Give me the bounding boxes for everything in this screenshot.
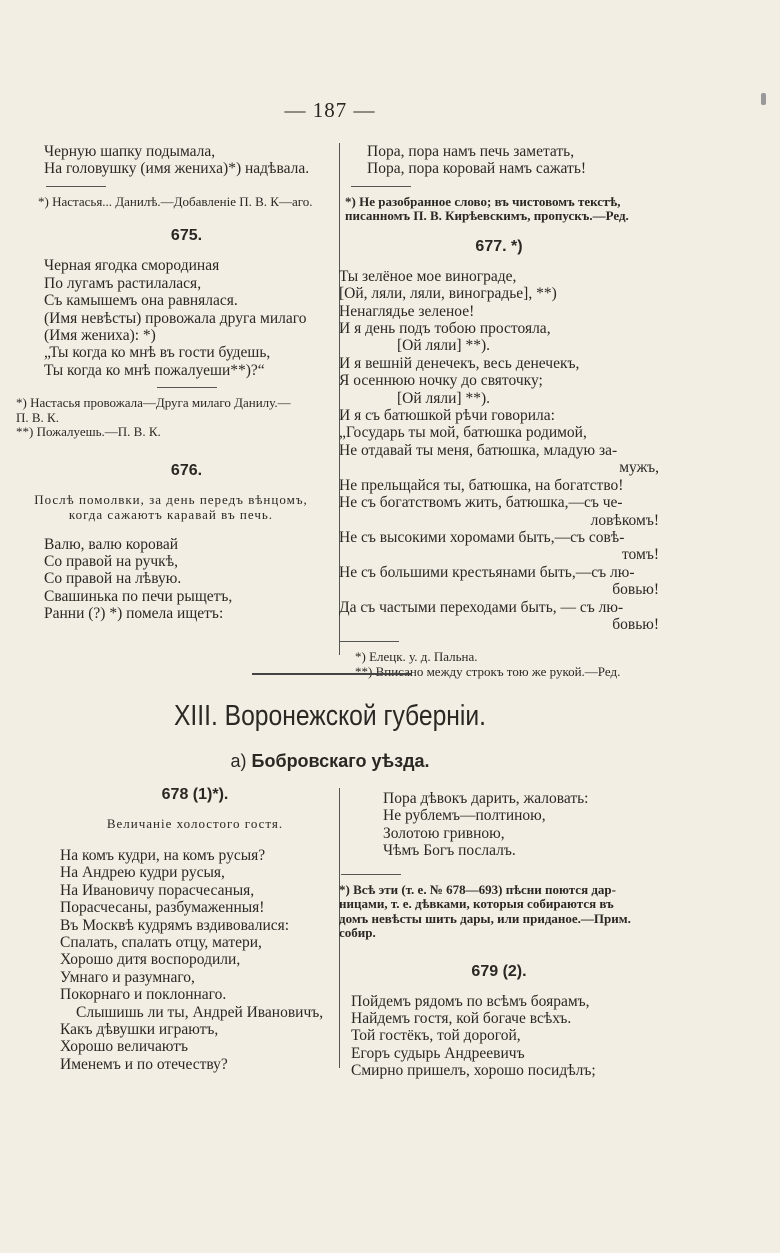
poem-line: Со правой на лѣвую. [44, 570, 182, 588]
song-676-subtitle [16, 492, 326, 522]
song-675-text [44, 257, 329, 379]
poem-line: [Ой ляли] **). [397, 337, 490, 355]
footnote-rule [46, 186, 106, 187]
poem-line: [Ой ляли] **). [397, 389, 490, 407]
poem-line: Смирно пришелъ, хорошо посидѣлъ; [351, 1062, 596, 1080]
song-678-subtitle: Величаніе холостого гостя. [106, 816, 284, 831]
poem-line: Ненаглядье зеленое! [339, 302, 475, 320]
poem-line: На Андрею кудри русыя, [60, 864, 225, 882]
poem-line: Не рублемъ—полтиною, [383, 807, 546, 825]
footnote-line: ницами, т. е. дѣвками, которыя собираются въ [339, 896, 614, 912]
poem-line: Золотою гривною, [383, 824, 505, 842]
top-right-poem [339, 143, 659, 178]
poem-line: Хорошо дитя воспородили, [60, 951, 241, 969]
footnote: *) Настасья... Данилѣ.—Добавленіе П. В. К—аго. [38, 193, 313, 209]
song-number-679: 679 (2). [471, 962, 527, 980]
poem-line: Не съ большими крестьянами быть,—съ лю- [339, 563, 635, 581]
section-subtitle-prefix: а) [230, 751, 247, 771]
footnote-rule [351, 186, 411, 187]
song-678-text [60, 847, 330, 1073]
song-number-675: 675. [170, 227, 203, 245]
footnote-line: писанномъ П. В. Кирѣевскимъ, пропускъ.—Ред. [345, 208, 629, 224]
poem-line: мужъ, [619, 459, 659, 477]
footnote-line: П. В. К. [16, 409, 59, 425]
footnote-line: *) Не разобранное слово; въ чистовомъ текстѣ, [345, 193, 621, 209]
footnote-line: собир. [339, 925, 376, 941]
poem-line: Именемъ и по отечеству? [60, 1055, 228, 1073]
poem-line: Со правой на ручкѣ, [44, 553, 178, 571]
poem-line: На комъ кудри, на комъ русыя? [60, 847, 266, 864]
poem-line: Спалать, спалать отцу, матери, [60, 934, 262, 952]
left-column-top [16, 143, 329, 623]
song-677-text [339, 268, 659, 634]
poem-line: Слышишь ли ты, Андрей Ивановичъ, [76, 1003, 324, 1021]
poem-line: На Ивановичу порасчесаныя, [60, 881, 255, 899]
top-right-footnotes [339, 195, 659, 224]
poem-line: Ты когда ко мнѣ пожалуеши**)?“ [44, 361, 265, 379]
section-subtitle-name: Бобровскаго уѣзда. [251, 751, 430, 771]
section-rule [252, 673, 412, 675]
poem-line: Пойдемъ рядомъ по всѣмъ боярамъ, [351, 992, 590, 1010]
poem-line: Да съ частыми переходами быть, — съ лю- [339, 598, 624, 616]
footnote-rule [157, 387, 217, 388]
song-number-676: 676. [170, 461, 203, 479]
left-column-bottom [60, 776, 330, 1073]
poem-line: Пора, пора намъ печь заметать, [367, 143, 575, 160]
footnote-rule [339, 641, 399, 642]
poem-line: „Ты когда ко мнѣ въ гости будешь, [44, 344, 271, 362]
poem-line: Ранни (?) *) помела ищетъ: [44, 605, 224, 623]
section-subtitle [0, 751, 660, 772]
poem-line: Ты зелёное мое винограде, [339, 267, 517, 285]
poem-line: Валю, валю коровай [44, 535, 179, 553]
poem-line: Свашинька по печи рыщетъ, [44, 587, 233, 605]
poem-line: Черная ягодка смородиная [44, 257, 220, 275]
bottom-right-footnotes [339, 883, 659, 941]
poem-line: Не съ богатствомъ жить, батюшка,—съ че- [339, 494, 623, 512]
poem-line: бовью! [612, 581, 659, 599]
footnote-line: *) Всѣ эти (т. е. № 678—693) пѣсни поются дар- [339, 881, 616, 897]
poem-line: Порасчесаны, разбумаженныя! [60, 899, 265, 917]
footnote-rule [341, 874, 401, 875]
poem-line: ловѣкомъ! [590, 511, 659, 529]
footnote-line: *) Настасья провожала—Друга милаго Данилу.— [16, 395, 291, 411]
poem-line: Найдемъ гостя, кой богаче всѣхъ. [351, 1010, 572, 1028]
poem-line: [Ой, ляли, ляли, виноградье], **) [339, 285, 557, 303]
poem-line: На головушку (имя жениха)*) надѣвала. [44, 160, 310, 178]
poem-line: (Имя невѣсты) провожала друга милаго [44, 309, 307, 327]
poem-line: Какъ дѣвушки играютъ, [60, 1021, 219, 1039]
poem-line: бовью! [612, 615, 659, 633]
poem-line: Чѣмъ Богъ послалъ. [383, 842, 516, 860]
top-left-poem [44, 143, 329, 178]
poem-line: Егоръ судырь Андреевичъ [351, 1044, 525, 1062]
footnote-line: *) Елецк. у. д. Пальна. [355, 649, 478, 665]
song-679-text [339, 993, 659, 1080]
poem-line: томъ! [621, 546, 659, 564]
poem-line: И я день подъ тобою простояла, [339, 320, 551, 338]
poem-line: Умнаго и разумнаго, [60, 968, 195, 986]
poem-line: Черную шапку подымала, [44, 143, 216, 160]
song-number-677: 677. *) [475, 237, 523, 255]
section-title: XIII. Воронежской губерніи. [173, 700, 487, 732]
page-number: — 187 — [284, 98, 376, 122]
footnote-line: **) Пожалуешь.—П. В. К. [16, 424, 161, 440]
poem-line: Пора дѣвокъ дарить, жаловать: [383, 790, 589, 807]
poem-line: „Государь ты мой, батюшка родимой, [339, 424, 587, 442]
poem-line: Не съ высокими хоромами быть,—съ совѣ- [339, 528, 625, 546]
poem-line: Послѣ помолвки, за день передъ вѣнцомъ, [34, 491, 308, 507]
page-edge-mark [761, 93, 766, 105]
poem-line: По лугамъ растилалася, [44, 274, 202, 292]
footnote-line: домъ невѣсты шить дары, или приданое.—Прим. [339, 910, 631, 926]
poem-line: И я вешній денечекъ, весь денечекъ, [339, 354, 580, 372]
poem-line: когда сажаютъ каравай въ печь. [68, 506, 274, 522]
poem-line: Не прельщайся ты, батюшка, на богатство! [339, 476, 624, 494]
footnote-line: **) Вписано между строкъ тою же рукой.—Ред. [355, 663, 621, 679]
poem-line: Я осеннюю ночку до святочку; [339, 372, 543, 390]
right-column-bottom [339, 790, 659, 1080]
poem-line: Въ Москвѣ кудрямъ вздивовалися: [60, 916, 290, 934]
poem-line: И я съ батюшкой рѣчи говорила: [339, 407, 555, 425]
bottom-right-poem [339, 790, 659, 860]
poem-line: Съ камышемъ она равнялася. [44, 292, 238, 310]
poem-line: Хорошо величаютъ [60, 1038, 189, 1056]
song-number-678: 678 (1)*). [161, 786, 229, 803]
poem-line: Не отдавай ты меня, батюшка, младую за- [339, 441, 618, 459]
right-column-top [339, 143, 659, 679]
song-675-footnotes [16, 396, 329, 440]
poem-line: Покорнаго и поклоннаго. [60, 986, 227, 1004]
poem-line: (Имя жениха): *) [44, 326, 156, 344]
poem-line: Той гостёкъ, той дорогой, [351, 1027, 521, 1045]
song-676-text [44, 536, 329, 623]
poem-line: Пора, пора коровай намъ сажать! [367, 160, 587, 178]
